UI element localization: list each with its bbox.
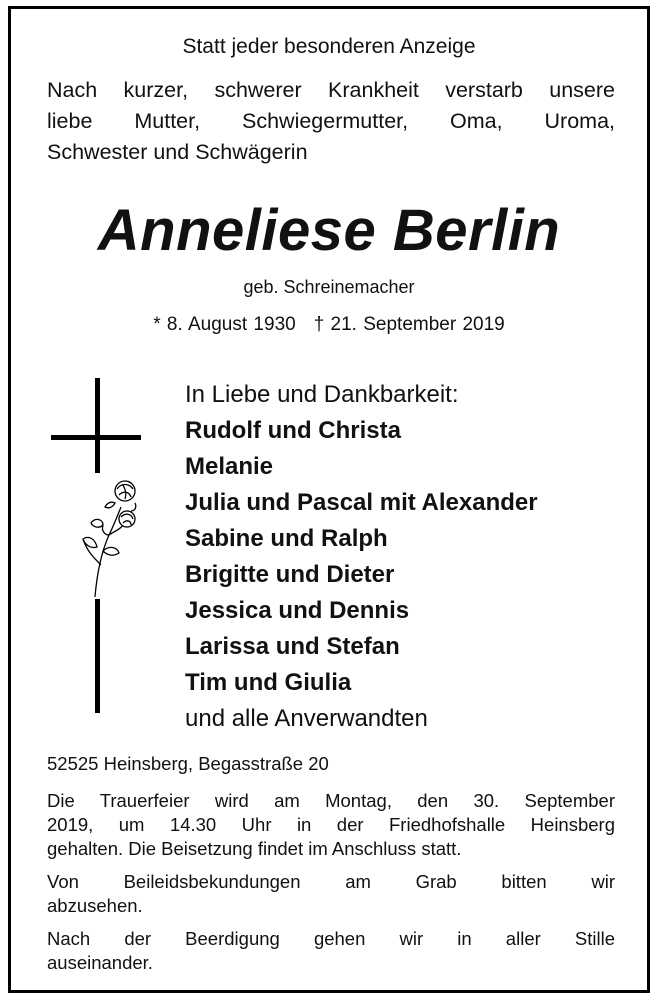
mourner-name: Rudolf und Christa xyxy=(185,417,401,444)
mourner-name: Larissa und Stefan xyxy=(185,633,400,660)
funeral-line: 2019, um 14.30 Uhr in der Friedhofshalle Heinsberg xyxy=(47,814,615,835)
after-burial-note xyxy=(47,927,615,975)
after-line: Nach der Beerdigung gehen wir in aller Stille xyxy=(47,928,615,949)
mourners-intro: In Liebe und Dankbarkeit: xyxy=(185,381,459,408)
mourner-name: Jessica und Dennis xyxy=(185,597,410,624)
intro-text xyxy=(47,75,615,168)
intro-line: liebe Mutter, Schwiegermutter, Oma, Uroma, xyxy=(47,109,615,133)
condolences-line: abzusehen. xyxy=(47,895,143,916)
funeral-info xyxy=(47,789,615,861)
intro-line: Nach kurzer, schwerer Krankheit verstarb unsere xyxy=(47,78,615,102)
obituary-notice xyxy=(8,6,650,993)
notice-header: Statt jeder besonderen Anzeige xyxy=(182,35,476,58)
mourners-list xyxy=(185,377,538,737)
condolences-line: Von Beileidsbekundungen am Grab bitten wir xyxy=(47,871,615,892)
family-address: 52525 Heinsberg, Begasstraße 20 xyxy=(47,753,329,774)
birth-date: * 8. August 1930 xyxy=(153,314,296,335)
mourner-name: Brigitte und Dieter xyxy=(185,561,395,588)
funeral-line: gehalten. Die Beisetzung findet im Anschluss statt. xyxy=(47,838,462,859)
maiden-name: geb. Schreinemacher xyxy=(243,277,415,297)
deceased-name: Anneliese Berlin xyxy=(97,198,561,263)
mourners-closing: und alle Anverwandten xyxy=(185,705,428,732)
rose-icon xyxy=(77,473,141,599)
cross-icon-bar xyxy=(51,435,141,440)
life-dates xyxy=(11,314,647,336)
mourner-name: Melanie xyxy=(185,453,274,480)
mourner-name: Tim und Giulia xyxy=(185,669,352,696)
after-line: auseinander. xyxy=(47,952,153,973)
mourner-name: Julia und Pascal mit Alexander xyxy=(185,489,538,516)
funeral-line: Die Trauerfeier wird am Montag, den 30. September xyxy=(47,790,615,811)
death-date: † 21. September 2019 xyxy=(313,314,505,335)
intro-line: Schwester und Schwägerin xyxy=(47,140,308,164)
condolences-note xyxy=(47,870,615,918)
mourner-name: Sabine und Ralph xyxy=(185,525,388,552)
